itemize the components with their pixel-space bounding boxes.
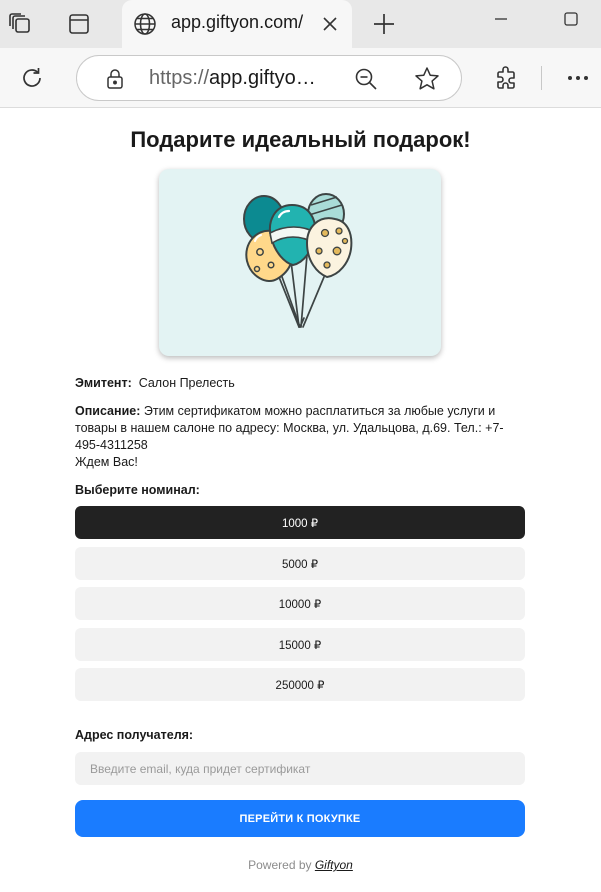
maximize-icon[interactable] [556,6,586,32]
nominal-label: Выберите номинал: [75,483,200,497]
footer-brand-link[interactable]: Giftyon [314,858,353,872]
description-line: Ждем Вас! [75,455,138,469]
address-bar[interactable] [76,55,462,101]
emitent-info [75,375,525,392]
extensions-puzzle-icon[interactable] [490,62,522,94]
browser-toolbar [0,48,601,108]
balloons-icon [159,169,441,356]
new-tab-button[interactable] [368,8,400,40]
nominal-option[interactable]: 15000 ₽ [75,628,525,661]
reload-icon[interactable] [16,62,48,94]
nominal-option[interactable]: 250000 ₽ [75,668,525,701]
tab-actions-icon[interactable] [4,8,36,40]
toolbar-divider [541,66,542,90]
favorite-star-icon[interactable] [413,65,441,93]
zoom-out-icon[interactable] [353,66,379,92]
footer [0,858,601,872]
email-input[interactable] [75,752,525,785]
globe-icon [132,11,158,37]
description-label: Описание: [75,404,141,418]
tab-title: app.giftyon.com/ [171,12,304,32]
address-url[interactable]: https://app.giftyo… [149,67,316,89]
lock-icon[interactable] [103,67,127,91]
vertical-tabs-icon[interactable] [63,8,95,40]
certificate-image [159,169,441,356]
nominal-option[interactable]: 5000 ₽ [75,547,525,580]
more-menu-icon[interactable] [562,62,594,94]
page-title: Подарите идеальный подарок! [130,127,471,152]
buy-button[interactable]: ПЕРЕЙТИ К ПОКУПКЕ [75,800,525,837]
description-line: товары в нашем салоне по адресу: Москва, ул. Удальцова, д.69. Тел.: +7- [75,421,504,435]
description-line: Этим сертификатом можно расплатиться за любые услуги и [143,404,496,418]
description-info [75,403,525,471]
minimize-icon[interactable] [486,6,516,32]
nominal-option[interactable]: 10000 ₽ [75,587,525,620]
address-label: Адрес получателя: [75,728,194,742]
emitent-label: Эмитент: [75,376,132,390]
description-line: 495-4311258 [75,438,148,452]
nominal-option[interactable]: 1000 ₽ [75,506,525,539]
tab-close-icon[interactable] [318,12,342,36]
emitent-value: Салон Прелесть [138,376,235,390]
footer-prefix: Powered by [248,858,312,872]
browser-tab-bar [0,0,601,48]
tab-active[interactable] [122,0,352,48]
